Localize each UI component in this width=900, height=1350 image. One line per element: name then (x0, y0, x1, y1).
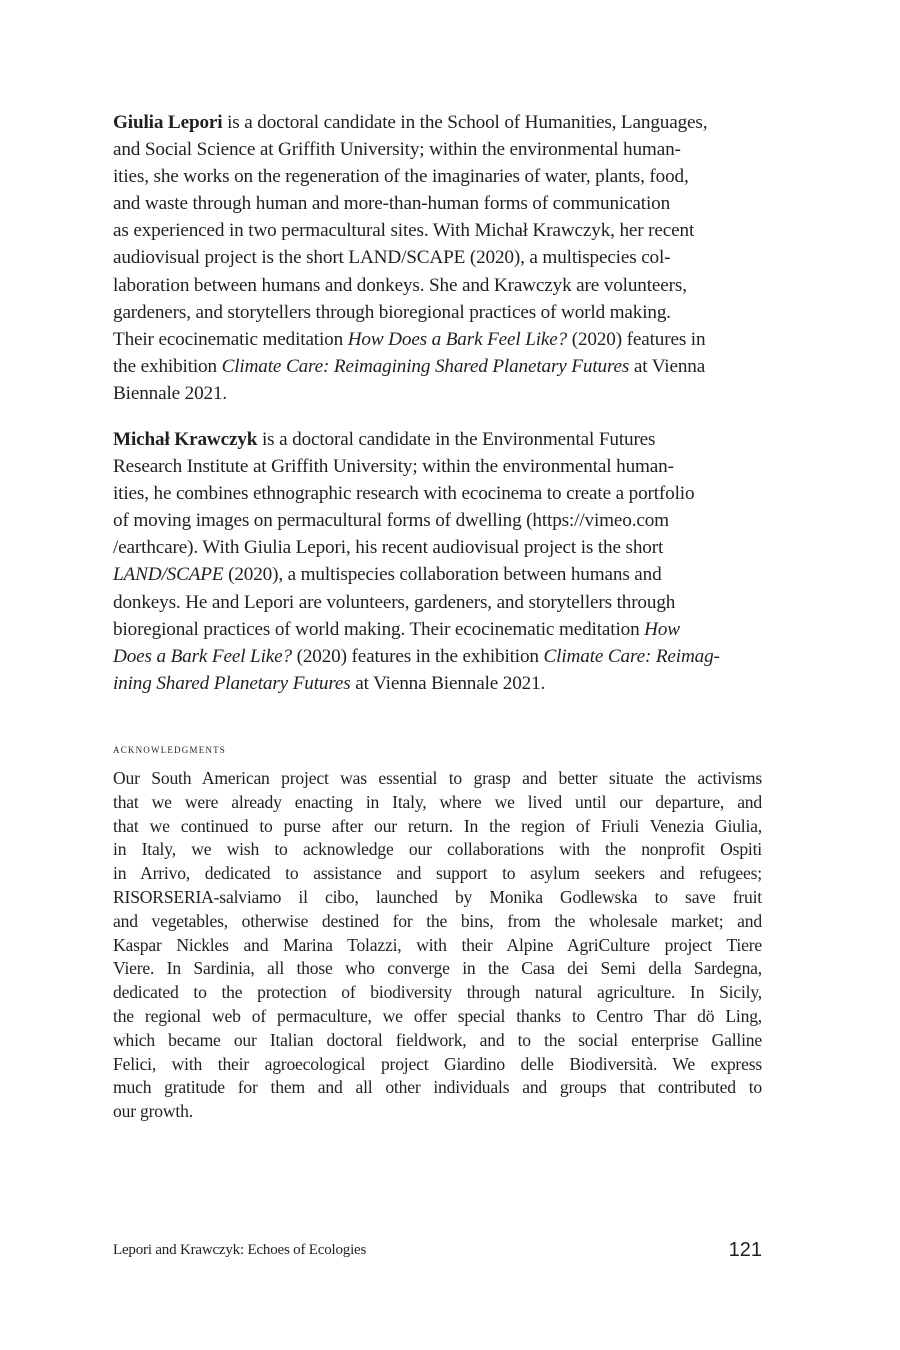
text-run: is a doctoral candidate in the Environmental Futures (257, 429, 656, 450)
text-run: is a doctoral candidate in the School of Humanities, Languages, (222, 112, 708, 133)
text-line (113, 109, 773, 136)
text-line (113, 326, 773, 353)
text-line (113, 136, 773, 163)
text-line (113, 616, 773, 643)
text-run: ities, she works on the regeneration of the imaginaries of water, plants, food, (113, 166, 689, 188)
italic-title: ining Shared Planetary Futures (113, 672, 351, 694)
text-line (113, 561, 773, 588)
text-line (113, 244, 773, 271)
text-run: /earthcare). With Giulia Lepori, his recent audiovisual project is the short (113, 537, 664, 559)
bio-giulia-lepori (113, 109, 773, 407)
text-run: (2020) features in the exhibition (291, 645, 544, 667)
text-run: at Vienna (629, 355, 706, 377)
text-run: the exhibition (113, 355, 222, 377)
text-run: of moving images on permacultural forms of dwelling (https://vimeo.com (113, 510, 669, 532)
text-line (113, 353, 773, 380)
running-footer-title: Lepori and Krawczyk: Echoes of Ecologies (113, 1242, 367, 1258)
text-line: the regional web of permaculture, we offer special thanks to Centro Thar dö Ling, (113, 1005, 762, 1026)
text-line: which became our Italian doctoral fieldwork, and to the social enterprise Galline (113, 1029, 762, 1050)
italic-title: LAND/SCAPE (113, 564, 224, 586)
text-run: gardeners, and storytellers through bioregional practices of world making. (113, 301, 671, 323)
text-run: laboration between humans and donkeys. She and Krawczyk are volunteers, (113, 274, 687, 296)
italic-title: Does a Bark Feel Like? (113, 645, 292, 667)
text-line: RISORSERIA-salviamo il cibo, launched by Monika Godlewska to save fruit (113, 886, 762, 907)
text-line (113, 534, 773, 561)
text-line (113, 670, 773, 697)
text-run: and Social Science at Griffith University; within the environmental human- (113, 139, 681, 161)
acknowledgments-heading: acknowledgments (113, 741, 226, 756)
italic-title: How (644, 618, 680, 640)
text-line (113, 163, 773, 190)
text-line: Kaspar Nickles and Marina Tolazzi, with their Alpine AgriCulture project Tiere (113, 934, 762, 955)
text-line: Our South American project was essential to grasp and better situate the activisms (113, 768, 762, 788)
bio-michal-krawczyk (113, 426, 773, 697)
text-line (113, 643, 773, 670)
text-run: as experienced in two permacultural sites. With Michał Krawczyk, her recent (113, 220, 695, 242)
text-line (113, 380, 773, 407)
text-line (113, 453, 773, 480)
text-run: (2020), a multispecies collaboration between humans and (223, 564, 662, 586)
italic-title: How Does a Bark Feel Like? (347, 328, 568, 350)
text-run: and waste through human and more-than-human forms of communication (113, 193, 671, 215)
author-name: Giulia Lepori (113, 112, 223, 133)
text-run: Research Institute at Griffith University; within the environmental human- (113, 456, 674, 478)
text-line: dedicated to the protection of biodiversity through natural agriculture. In Sicily, (113, 982, 762, 1003)
text-line (113, 589, 773, 616)
text-run: audiovisual project is the short LAND/SCAPE (2020), a multispecies col- (113, 247, 671, 269)
text-run: bioregional practices of world making. Their ecocinematic meditation (113, 618, 645, 640)
text-run: donkeys. He and Lepori are volunteers, gardeners, and storytellers through (113, 591, 676, 613)
text-line: in Italy, we wish to acknowledge our collaborations with the nonprofit Ospiti (113, 839, 762, 860)
italic-title: Climate Care: Reimag- (543, 645, 720, 667)
text-run: ities, he combines ethnographic research with ecocinema to create a portfolio (113, 483, 695, 505)
text-line (113, 426, 773, 453)
text-run: at Vienna Biennale 2021. (350, 672, 546, 694)
text-run: (2020) features in (567, 328, 706, 350)
text-line (113, 190, 773, 217)
text-line: much gratitude for them and all other individuals and groups that contributed to (113, 1077, 762, 1098)
text-line: that we were already enacting in Italy, where we lived until our departure, and (113, 791, 762, 812)
text-line (113, 217, 773, 244)
text-line: Viere. In Sardinia, all those who converge in the Casa dei Semi della Sardegna, (113, 958, 762, 979)
text-line: our growth. (113, 1101, 193, 1122)
author-name: Michał Krawczyk (113, 429, 258, 450)
text-line (113, 299, 773, 326)
text-line (113, 272, 773, 299)
acknowledgments-body (113, 767, 762, 1124)
text-run: Biennale 2021. (113, 382, 228, 404)
text-line: in Arrivo, dedicated to assistance and support to asylum seekers and refugees; (113, 863, 762, 884)
text-line: and vegetables, otherwise destined for the bins, from the wholesale market; and (113, 910, 762, 931)
text-line (113, 507, 773, 534)
italic-title: Climate Care: Reimagining Shared Planetary Futures (221, 355, 630, 377)
text-line: Felici, with their agroecological project Giardino delle Biodiversità. We express (113, 1053, 762, 1074)
text-line (113, 480, 773, 507)
text-run: Their ecocinematic meditation (113, 328, 348, 350)
page-number: 121 (728, 1239, 762, 1261)
text-line: that we continued to purse after our return. In the region of Friuli Venezia Giulia, (113, 815, 762, 836)
